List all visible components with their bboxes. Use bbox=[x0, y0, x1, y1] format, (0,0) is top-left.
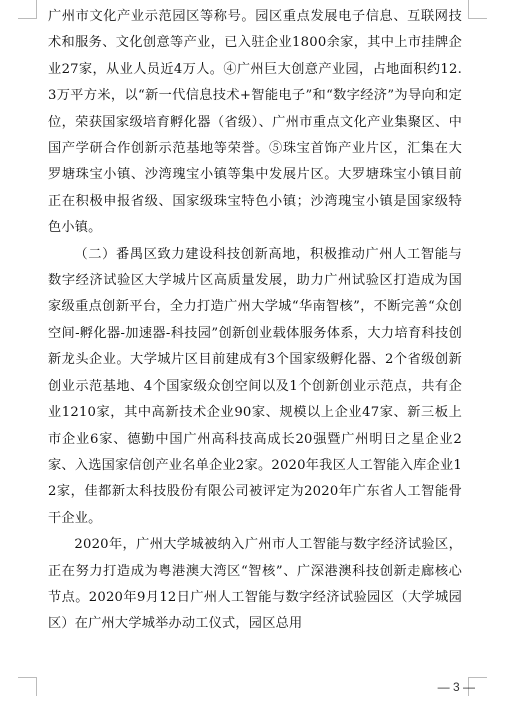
page-number: — 3 — bbox=[437, 680, 475, 694]
crop-mark-bottom-left bbox=[18, 677, 37, 696]
crop-mark-top-right bbox=[468, 0, 487, 19]
paragraph-tech-innovation: （二）番禺区致力建设科技创新高地，积极推动广州人工智能与数字经济试验区大学城片区高质量发展，助力广州试验区打造成为国家级重点创新平台，全力打造广州大学城“华南智核”，不断完善“众创空间-孵化器-加速器-科技园”创新创业载体服务体系，大力培育科技创新龙头企业。大学城片区目前建成有3个国家级孵化器、2个省级创新创业示范基地、4个国家级众创空间以及1个创新创业示范点，共有企业1210家，其中高新技术企业90家、规模以上企业47家、新三板上市企业6家、德勤中国广州高科技高成长20强暨广州明日之星企业2家、入选国家信创产业名单企业2家。2020年我区人工智能入库企业12家，佳都新太科技股份有限公司被评定为2020年广东省人工智能骨干企业。 bbox=[48, 246, 462, 526]
paragraph-industrial-parks: 广州市文化产业示范园区等称号。园区重点发展电子信息、互联网技术和服务、文化创意等产业，已入驻企业1800余家，其中上市挂牌企业27家，从业人员近4万人。④广州巨大创意产业园，占地面积约12.3万平方米，以“新一代信息技术+智能电子”和“数字经济”为导向和定位，荣获国家级培育孵化器（省级）、广州市重点文化产业集聚区、中国产学研合作创新示范基地等荣誉。⑤珠宝首饰产业片区，汇集在大罗塘珠宝小镇、沙湾瑰宝小镇等集中发展片区。大罗塘珠宝小镇目前正在积极申报省级、国家级珠宝特色小镇；沙湾瑰宝小镇是国家级特色小镇。 bbox=[48, 9, 462, 236]
paragraph-university-town: 2020年，广州大学城被纳入广州市人工智能与数字经济试验区，正在努力打造成为粤港澳大湾区“智核”、广深港澳科技创新走廊核心节点。2020年9月12日广州人工智能与数字经济试验园区（大学城园区）在广州大学城举办动工仪式，园区总用 bbox=[48, 537, 462, 632]
crop-mark-top-left bbox=[18, 0, 37, 19]
document-body bbox=[48, 4, 462, 638]
